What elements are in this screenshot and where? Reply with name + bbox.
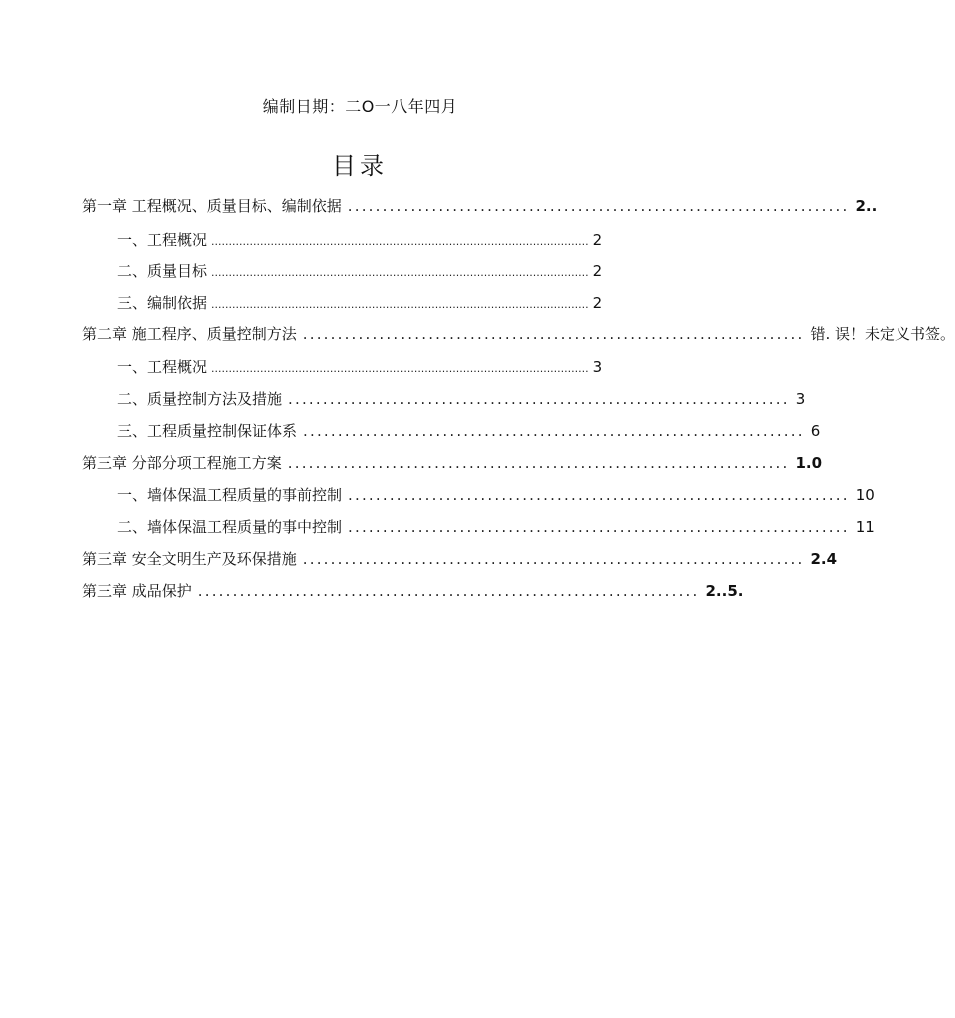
toc-entry-2-3[interactable]	[117, 421, 821, 441]
toc-leader-dots: ........................................................................	[348, 518, 850, 536]
toc-entry-chapter-3-safety[interactable]	[82, 549, 838, 569]
toc-leader-dots: ............................................................................................................	[211, 235, 589, 248]
toc-entry-page: 1.0	[795, 454, 823, 472]
toc-entry-2-2[interactable]	[117, 389, 806, 409]
toc-entry-3-1[interactable]	[117, 485, 875, 505]
toc-leader-dots: ........................................................................	[347, 197, 850, 215]
toc-leader-dots: ........................................................................	[302, 325, 805, 343]
toc-entry-label: 一、墙体保温工程质量的事前控制	[117, 486, 343, 504]
toc-entry-chapter-3[interactable]	[82, 453, 823, 473]
toc-entry-page: 2.4	[810, 550, 838, 568]
compile-date: 编制日期：二O一八年四月	[262, 97, 458, 116]
toc-entry-page: 2..5.	[705, 582, 744, 600]
toc-leader-dots: ........................................................................	[303, 422, 805, 440]
toc-leader-dots: ........................................................................	[348, 486, 850, 504]
toc-entry-page: 2	[592, 231, 603, 249]
toc-entry-page: 11	[855, 518, 875, 536]
toc-entry-3-2[interactable]	[117, 517, 875, 537]
toc-entry-label: 第三章 成品保护	[82, 582, 192, 600]
toc-entry-page: 2..	[855, 197, 878, 215]
toc-leader-dots: ........................................................................	[302, 550, 805, 568]
toc-entry-label: 三、编制依据	[117, 294, 208, 312]
toc-entry-page: 2	[592, 262, 603, 280]
toc-entry-label: 二、质量控制方法及措施	[117, 390, 283, 408]
toc-entry-page: 2	[592, 294, 603, 312]
toc-entry-1-3[interactable]	[117, 293, 603, 315]
toc-entry-1-2[interactable]	[117, 261, 603, 283]
toc-leader-dots: ............................................................................................................	[211, 298, 589, 311]
toc-entry-label: 二、质量目标	[117, 262, 208, 280]
toc-entry-label: 二、墙体保温工程质量的事中控制	[117, 518, 343, 536]
toc-entry-label: 第一章 工程概况、质量目标、编制依据	[82, 197, 342, 215]
toc-entry-label: 第三章 安全文明生产及环保措施	[82, 550, 297, 568]
toc-entry-chapter-3-protection[interactable]	[82, 581, 744, 601]
toc-entry-page: 10	[855, 486, 875, 504]
toc-entry-page: 3	[592, 358, 603, 376]
toc-entry-label: 三、工程质量控制保证体系	[117, 422, 298, 440]
toc-leader-dots: ............................................................................................................	[211, 266, 589, 279]
toc-entry-page: 6	[810, 422, 821, 440]
toc-leader-dots: ............................................................................................................	[211, 362, 589, 375]
toc-leader-dots: ........................................................................	[197, 582, 700, 600]
toc-entry-page: 3	[795, 390, 806, 408]
toc-entry-1-1[interactable]	[117, 230, 603, 252]
toc-entry-2-1[interactable]	[117, 357, 603, 379]
toc-entry-label: 一、工程概况	[117, 358, 208, 376]
toc-leader-dots: ........................................................................	[287, 454, 790, 472]
toc-entry-page: 错. 误！未定义书签。	[810, 325, 955, 343]
toc-entry-label: 一、工程概况	[117, 231, 208, 249]
toc-leader-dots: ........................................................................	[288, 390, 790, 408]
toc-entry-label: 第三章 分部分项工程施工方案	[82, 454, 282, 472]
toc-title: 目录	[332, 152, 388, 180]
toc-entry-label: 第二章 施工程序、质量控制方法	[82, 325, 297, 343]
toc-entry-chapter-2[interactable]	[82, 324, 955, 344]
toc-entry-chapter-1[interactable]	[82, 196, 878, 216]
